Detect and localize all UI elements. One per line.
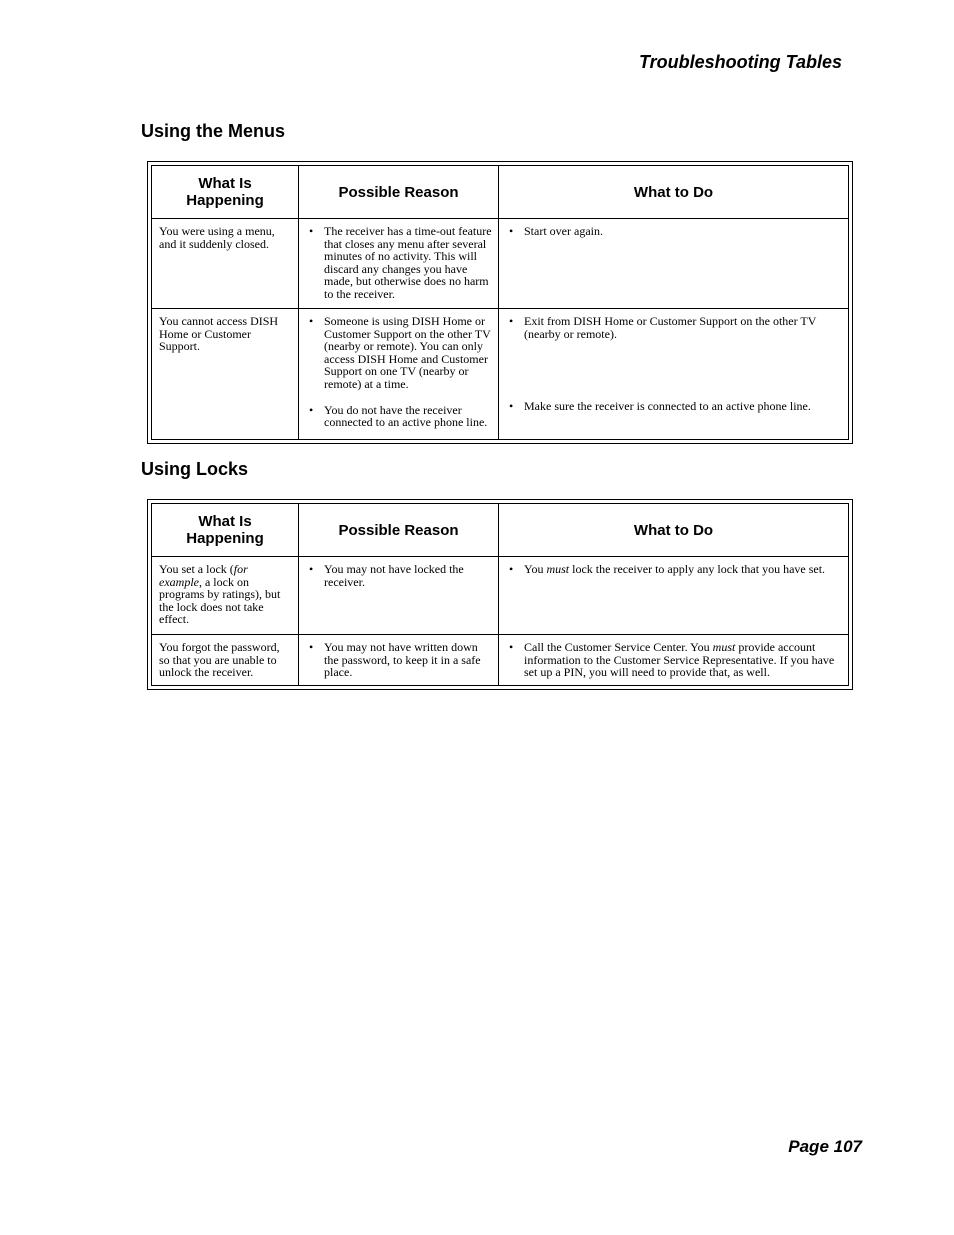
action-item <box>506 563 842 576</box>
action-cell <box>499 557 849 635</box>
column-header-action: What to Do <box>499 504 849 557</box>
menus-table <box>147 161 853 444</box>
happening-cell <box>152 557 299 635</box>
action-text: lock the receiver to apply any lock that you have set. <box>569 562 826 576</box>
happening-cell: You forgot the password, so that you are unable to unlock the receiver. <box>152 635 299 686</box>
action-text: Call the Customer Service Center. You <box>524 640 713 654</box>
reason-cell <box>299 557 499 635</box>
column-header-happening: What Is Happening <box>152 166 299 219</box>
table-row <box>152 219 849 309</box>
action-text: provide account information to the Customer Service Representative. If you have set up a PIN, you will need to provide that, as well. <box>524 640 835 680</box>
happening-emphasis: for example <box>159 562 248 589</box>
locks-table-header-row <box>152 504 849 557</box>
happening-text: , a lock on programs by ratings), but the lock does not take effect. <box>159 574 281 627</box>
reason-item: • You may not have locked the receiver. <box>306 563 492 588</box>
table-row <box>152 635 849 686</box>
reason-cell <box>299 635 499 686</box>
section-title-menus: Using the Menus <box>141 121 286 141</box>
column-header-happening: What Is Happening <box>152 504 299 557</box>
reason-cell <box>299 219 499 309</box>
action-item: • Exit from DISH Home or Customer Support on the other TV (nearby or remote). <box>506 315 842 340</box>
action-item: • Make sure the receiver is connected to an active phone line. <box>506 400 842 413</box>
reason-item: • The receiver has a time-out feature that closes any menu after several minutes of no activity. This will discard any changes you have made, but otherwise does no harm to the receiver. <box>306 225 492 301</box>
reason-item: • You do not have the receiver connected to an active phone line. <box>306 404 492 429</box>
action-cell <box>499 309 849 440</box>
action-item: • Start over again. <box>506 225 842 238</box>
reason-item: • Someone is using DISH Home or Customer Support on the other TV (nearby or remote). You can only access DISH Home and Customer Support on one TV (nearby or remote) at a time. <box>306 315 492 391</box>
reason-item: • You may not have written down the password, to keep it in a safe place. <box>306 641 492 679</box>
action-cell <box>499 635 849 686</box>
column-header-action: What to Do <box>499 166 849 219</box>
action-emphasis: must <box>712 640 736 654</box>
locks-table <box>147 499 853 690</box>
section-title-locks: Using Locks <box>141 459 249 479</box>
action-item <box>506 641 842 679</box>
action-text: You <box>524 562 547 576</box>
table-row <box>152 309 849 440</box>
column-header-reason: Possible Reason <box>299 166 499 219</box>
menus-table-header-row <box>152 166 849 219</box>
column-header-reason: Possible Reason <box>299 504 499 557</box>
page-number: Page 107 <box>788 1137 862 1156</box>
happening-cell: You cannot access DISH Home or Customer Support. <box>152 309 299 440</box>
happening-cell: You were using a menu, and it suddenly closed. <box>152 219 299 309</box>
running-header: Troubleshooting Tables <box>638 52 842 72</box>
table-row <box>152 557 849 635</box>
reason-cell <box>299 309 499 440</box>
happening-text: You set a lock ( <box>159 562 234 576</box>
action-emphasis: must <box>546 562 570 576</box>
action-cell <box>499 219 849 309</box>
